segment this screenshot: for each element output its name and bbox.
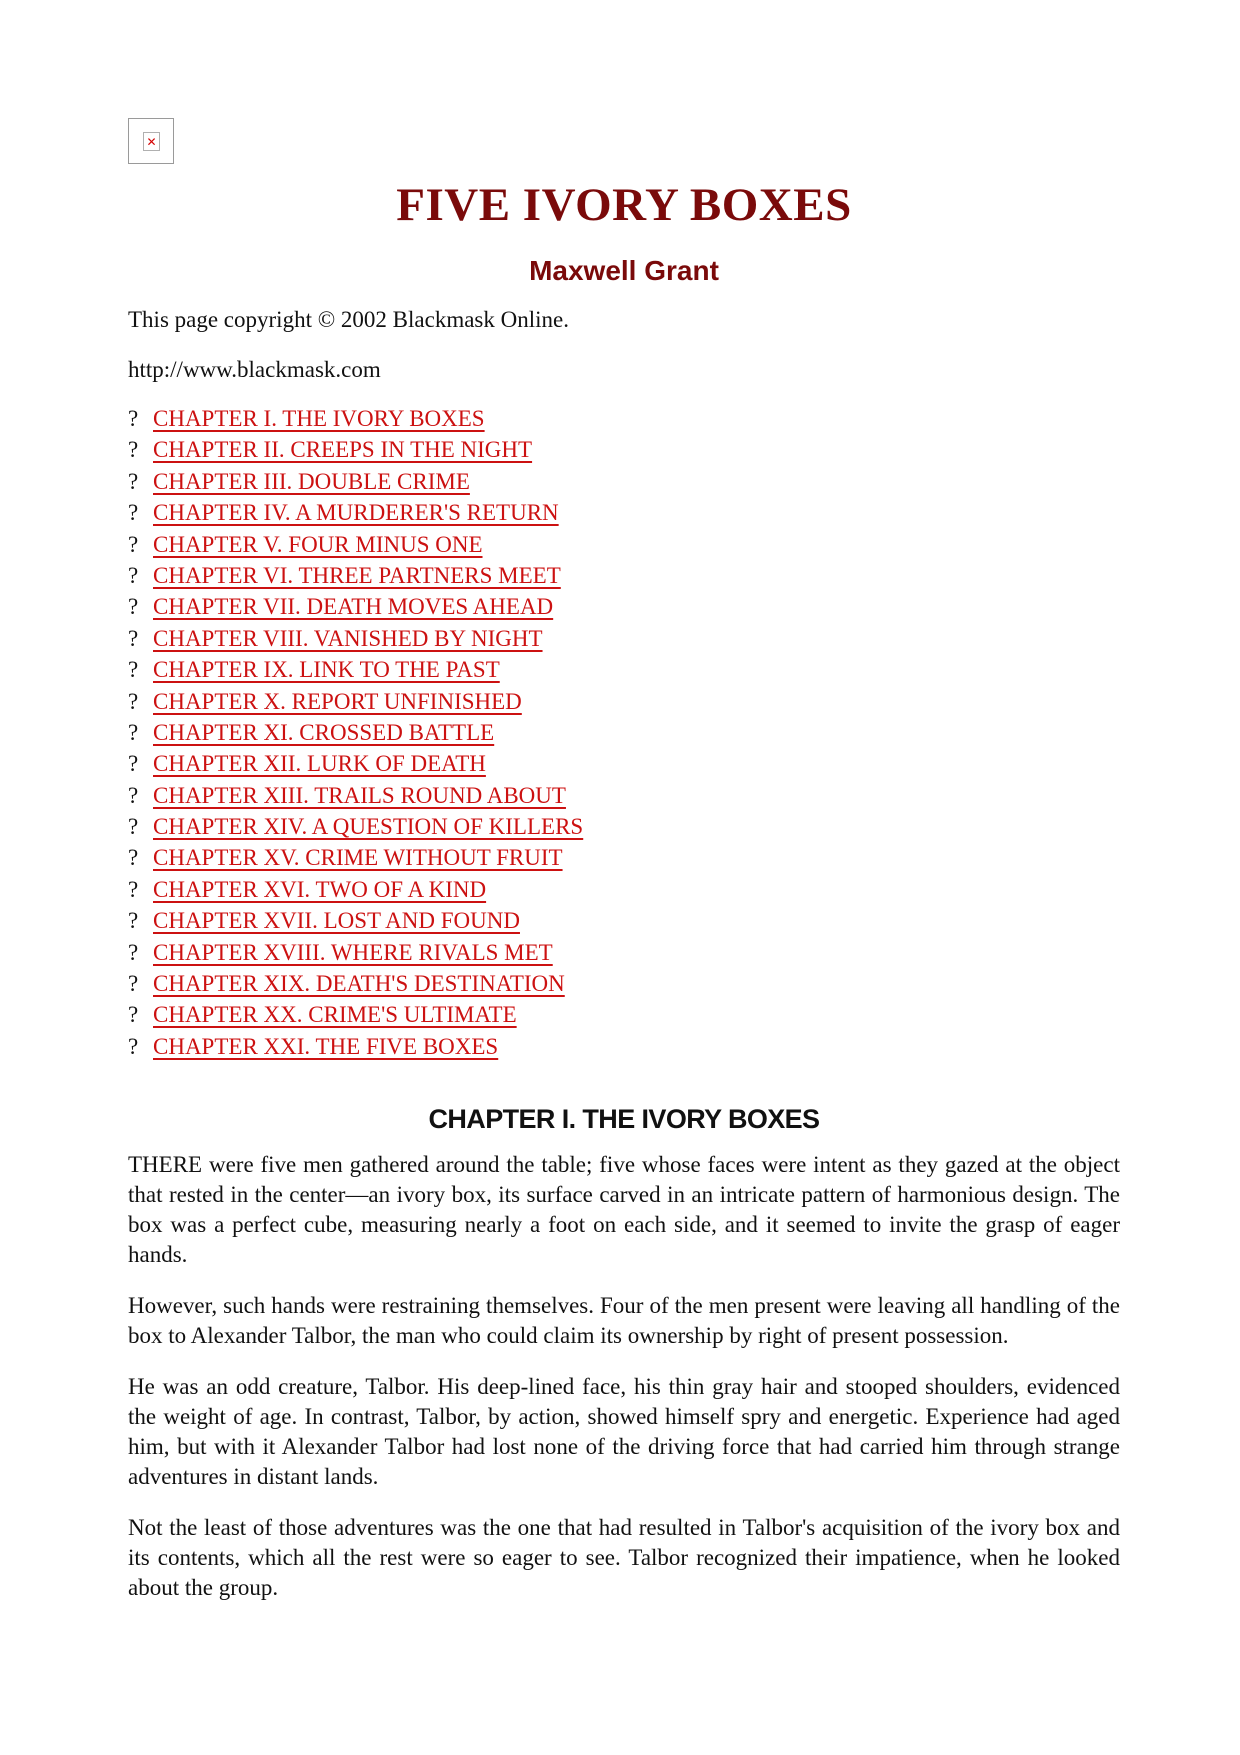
- toc-bullet: ?: [128, 437, 139, 463]
- toc-bullet: ?: [128, 531, 139, 557]
- toc-chapter-link[interactable]: CHAPTER XX. CRIME'S ULTIMATE: [153, 1002, 517, 1028]
- toc-item: [128, 403, 1120, 434]
- toc-chapter-link[interactable]: CHAPTER XVI. TWO OF A KIND: [153, 876, 487, 902]
- toc-bullet: ?: [128, 782, 139, 808]
- toc-chapter-link[interactable]: CHAPTER XV. CRIME WITHOUT FRUIT: [153, 845, 563, 871]
- toc-bullet: ?: [128, 971, 139, 997]
- chapter-paragraph: However, such hands were restraining themselves. Four of the men present were leaving all handling of the box to Alexander Talbor, the man who could claim its ownership by right of present possession.: [128, 1293, 1120, 1349]
- toc-item: [128, 842, 1120, 873]
- toc-item: [128, 591, 1120, 622]
- toc-item: [128, 654, 1120, 685]
- toc-chapter-link[interactable]: CHAPTER XI. CROSSED BATTLE: [153, 719, 495, 745]
- toc-item: [128, 560, 1120, 591]
- document-page: [128, 118, 1120, 1603]
- book-title: FIVE IVORY BOXES: [396, 179, 852, 231]
- toc-item: [128, 717, 1120, 748]
- toc-item: [128, 905, 1120, 936]
- toc-bullet: ?: [128, 876, 139, 902]
- toc-item: [128, 780, 1120, 811]
- toc-chapter-link[interactable]: CHAPTER XIX. DEATH'S DESTINATION: [153, 971, 565, 997]
- chapter-heading: CHAPTER I. THE IVORY BOXES: [428, 1104, 820, 1135]
- toc-item: [128, 1031, 1120, 1062]
- toc-item: [128, 874, 1120, 905]
- toc-chapter-link[interactable]: CHAPTER XIV. A QUESTION OF KILLERS: [153, 814, 584, 840]
- toc-bullet: ?: [128, 719, 139, 745]
- toc-bullet: ?: [128, 814, 139, 840]
- site-url: http://www.blackmask.com: [128, 357, 381, 382]
- toc-item: [128, 623, 1120, 654]
- toc-bullet: ?: [128, 562, 139, 588]
- toc-item: [128, 748, 1120, 779]
- toc-bullet: ?: [128, 594, 139, 620]
- toc-chapter-link[interactable]: CHAPTER XVII. LOST AND FOUND: [153, 908, 520, 934]
- toc-chapter-link[interactable]: CHAPTER I. THE IVORY BOXES: [153, 406, 485, 431]
- toc-chapter-link[interactable]: CHAPTER XIII. TRAILS ROUND ABOUT: [153, 782, 566, 808]
- toc-chapter-link[interactable]: CHAPTER III. DOUBLE CRIME: [153, 468, 470, 494]
- copyright-notice: This page copyright © 2002 Blackmask Online.: [128, 307, 569, 332]
- chapter-paragraph: THERE were five men gathered around the table; five whose faces were intent as they gazed at the object that rested in the center—an ivory box, its surface carved in an intricate pattern of harmonious design. The box was a perfect cube, measuring nearly a foot on each side, and it seemed to invite the grasp of eager hands.: [128, 1152, 1120, 1268]
- toc-bullet: ?: [128, 406, 139, 431]
- toc-chapter-link[interactable]: CHAPTER II. CREEPS IN THE NIGHT: [153, 437, 533, 463]
- toc-bullet: ?: [128, 657, 139, 683]
- toc-item: [128, 497, 1120, 528]
- toc-bullet: ?: [128, 751, 139, 777]
- toc-bullet: ?: [128, 1002, 139, 1028]
- toc-item: [128, 434, 1120, 465]
- toc-chapter-link[interactable]: CHAPTER X. REPORT UNFINISHED: [153, 688, 522, 714]
- toc-item: [128, 811, 1120, 842]
- toc-chapter-link[interactable]: CHAPTER XVIII. WHERE RIVALS MET: [153, 939, 553, 965]
- toc-chapter-link[interactable]: CHAPTER IX. LINK TO THE PAST: [153, 657, 500, 683]
- toc-bullet: ?: [128, 939, 139, 965]
- toc-item: [128, 686, 1120, 717]
- toc-bullet: ?: [128, 500, 139, 526]
- table-of-contents: [128, 403, 1120, 1062]
- toc-chapter-link[interactable]: CHAPTER XXI. THE FIVE BOXES: [153, 1033, 499, 1059]
- toc-bullet: ?: [128, 908, 139, 934]
- toc-chapter-link[interactable]: CHAPTER VIII. VANISHED BY NIGHT: [153, 625, 543, 651]
- toc-chapter-link[interactable]: CHAPTER VI. THREE PARTNERS MEET: [153, 562, 561, 588]
- toc-item: [128, 968, 1120, 999]
- toc-chapter-link[interactable]: CHAPTER V. FOUR MINUS ONE: [153, 531, 483, 557]
- toc-item: [128, 466, 1120, 497]
- toc-chapter-link[interactable]: CHAPTER XII. LURK OF DEATH: [153, 751, 486, 777]
- toc-chapter-link[interactable]: CHAPTER IV. A MURDERER'S RETURN: [153, 500, 559, 526]
- toc-item: [128, 529, 1120, 560]
- toc-bullet: ?: [128, 1033, 139, 1059]
- chapter-paragraph: He was an odd creature, Talbor. His deep-lined face, his thin gray hair and stooped shoulders, evidenced the weight of age. In contrast, Talbor, by action, showed himself spry and energetic. Experience had aged him, but with it Alexander Talbor had lost none of the driving force that had carried him through strange adventures in distant lands.: [128, 1374, 1120, 1490]
- toc-bullet: ?: [128, 625, 139, 651]
- toc-bullet: ?: [128, 688, 139, 714]
- toc-item: [128, 999, 1120, 1030]
- chapter-paragraph: Not the least of those adventures was the one that had resulted in Talbor's acquisition of the ivory box and its contents, which all the rest were so eager to see. Talbor recognized their impatience, when he looked about the group.: [128, 1515, 1120, 1601]
- toc-bullet: ?: [128, 468, 139, 494]
- broken-image-placeholder: [128, 118, 174, 164]
- broken-image-icon: ✕: [143, 132, 160, 151]
- book-author: Maxwell Grant: [529, 255, 719, 286]
- toc-bullet: ?: [128, 845, 139, 871]
- toc-item: [128, 937, 1120, 968]
- toc-chapter-link[interactable]: CHAPTER VII. DEATH MOVES AHEAD: [153, 594, 554, 620]
